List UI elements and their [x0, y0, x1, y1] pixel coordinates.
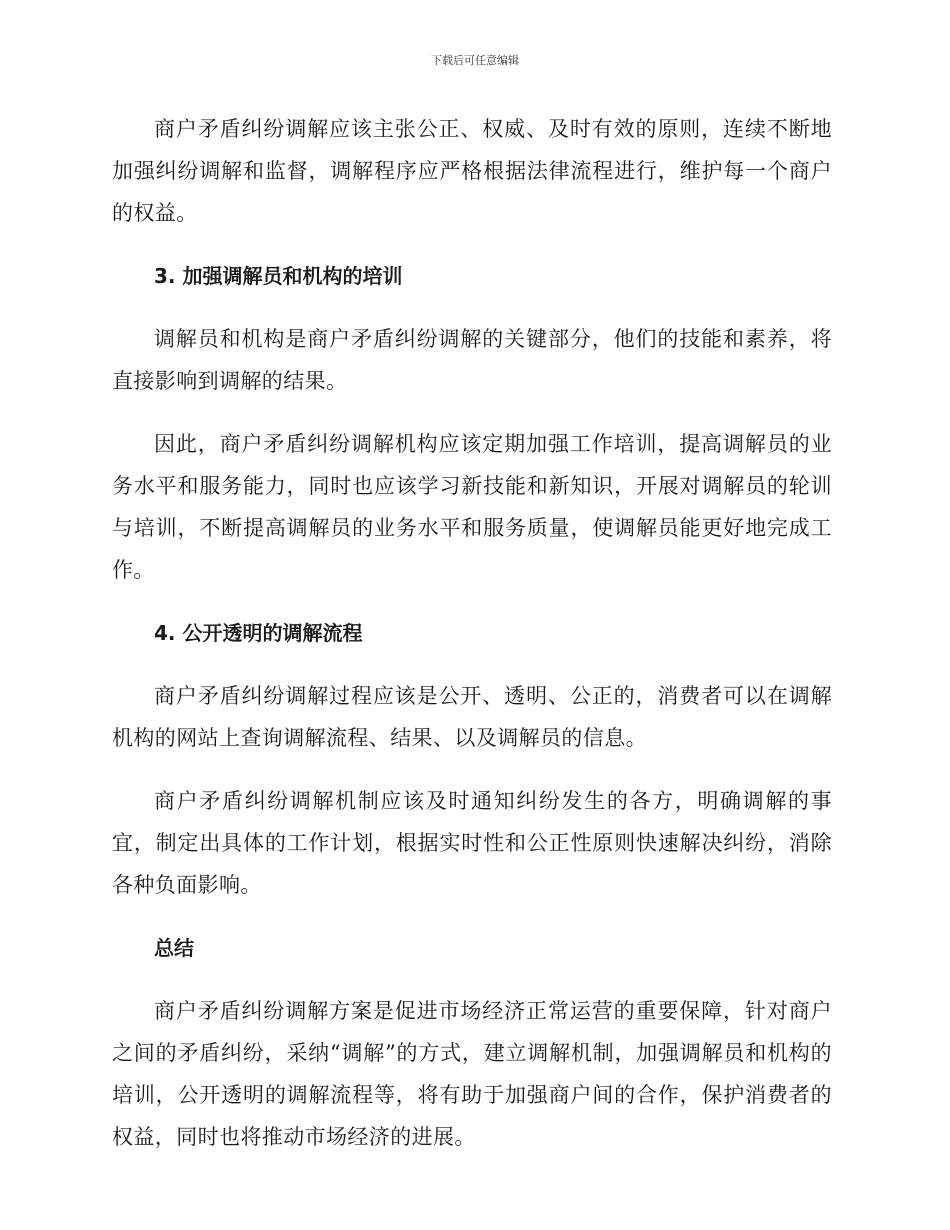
section-heading-transparency: 4. 公开透明的调解流程 — [154, 621, 363, 645]
document-body — [112, 108, 832, 1179]
paragraph-mediator-importance: 调解员和机构是商户矛盾纠纷调解的关键部分，他们的技能和素养，将直接影响到调解的结果。 — [112, 327, 832, 393]
paragraph-summary: 商户矛盾纠纷调解方案是促进市场经济正常运营的重要保障，针对商户之间的矛盾纠纷，采纳“调解”的方式，建立调解机制，加强调解员和机构的培训，公开透明的调解流程等，将有助于加强商户间的合作，保护消费者的权益，同时也将推动市场经济的进展。 — [112, 999, 832, 1149]
section-heading-training: 3. 加强调解员和机构的培训 — [154, 264, 403, 288]
paragraph-principles: 商户矛盾纠纷调解应该主张公正、权威、及时有效的原则，连续不断地加强纠纷调解和监督，调解程序应严格根据法律流程进行，维护每一个商户的权益。 — [112, 117, 832, 225]
paragraph-notification: 商户矛盾纠纷调解机制应该及时通知纠纷发生的各方，明确调解的事宜，制定出具体的工作计划，根据实时性和公正性原则快速解决纠纷，消除各种负面影响。 — [112, 789, 832, 897]
paragraph-open-process: 商户矛盾纠纷调解过程应该是公开、透明、公正的，消费者可以在调解机构的网站上查询调解流程、结果、以及调解员的信息。 — [112, 684, 832, 750]
page-header-note: 下载后可任意编辑 — [431, 54, 519, 67]
section-heading-summary: 总结 — [154, 936, 194, 960]
paragraph-training-plan: 因此，商户矛盾纠纷调解机构应该定期加强工作培训，提高调解员的业务水平和服务能力，同时也应该学习新技能和新知识，开展对调解员的轮训与培训，不断提高调解员的业务水平和服务质量，使调解员能更好地完成工作。 — [112, 432, 832, 582]
